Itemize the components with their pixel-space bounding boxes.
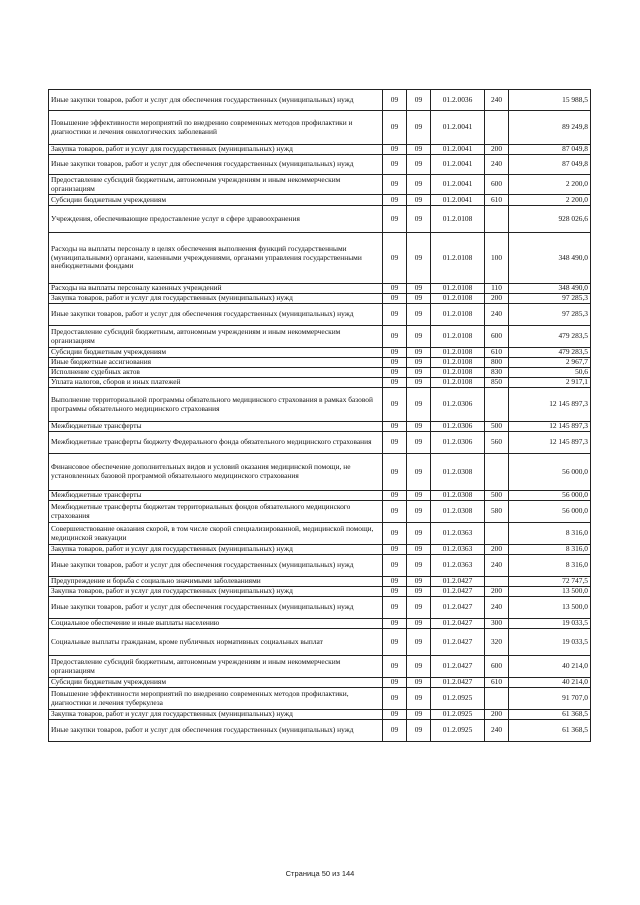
row-subsection-cell: 09 [407,454,431,491]
row-name-cell: Закупка товаров, работ и услуг для государственных (муниципальных) нужд [49,545,383,555]
row-name-cell: Совершенствование оказания скорой, в том числе скорой специализированной, медицинской помощи, медицинской эвакуации [49,523,383,545]
row-target-article-cell: 01.2.0925 [431,710,485,720]
row-subsection-cell: 09 [407,523,431,545]
row-subsection-cell: 09 [407,304,431,326]
row-section-cell: 09 [383,90,407,111]
row-name-cell: Социальное обеспечение и иные выплаты населению [49,619,383,629]
row-section-cell: 09 [383,388,407,422]
row-subsection-cell: 09 [407,195,431,206]
row-name-cell: Межбюджетные трансферты [49,422,383,432]
row-section-cell: 09 [383,577,407,587]
row-target-article-cell: 01.2.0108 [431,304,485,326]
row-section-cell: 09 [383,195,407,206]
row-subsection-cell: 09 [407,175,431,195]
row-section-cell: 09 [383,523,407,545]
row-name-cell: Субсидии бюджетным учреждениям [49,195,383,206]
row-amount-cell: 13 500,0 [509,597,591,619]
row-subsection-cell: 09 [407,155,431,175]
row-section-cell: 09 [383,545,407,555]
row-amount-cell: 2 917,1 [509,378,591,388]
table-row [49,388,591,422]
table-row [49,326,591,348]
row-target-article-cell: 01.2.0108 [431,233,485,284]
row-section-cell: 09 [383,720,407,742]
row-name-cell: Повышение эффективности мероприятий по внедрению современных методов профилактики, диагностики и лечения туберкулеза [49,688,383,710]
row-target-article-cell: 01.2.0041 [431,195,485,206]
row-amount-cell: 61 368,5 [509,720,591,742]
row-target-article-cell: 01.2.0427 [431,577,485,587]
table-row [49,175,591,195]
row-name-cell: Закупка товаров, работ и услуг для государственных (муниципальных) нужд [49,145,383,155]
table-row [49,491,591,501]
row-amount-cell: 12 145 897,3 [509,388,591,422]
table-row [49,284,591,294]
row-target-article-cell: 01.2.0308 [431,491,485,501]
row-amount-cell: 89 249,8 [509,111,591,145]
row-section-cell: 09 [383,678,407,688]
table-row [49,304,591,326]
table-row [49,432,591,454]
row-target-article-cell: 01.2.0036 [431,90,485,111]
row-expense-type-cell [485,206,509,233]
row-subsection-cell: 09 [407,358,431,368]
row-expense-type-cell [485,111,509,145]
row-section-cell: 09 [383,294,407,304]
table-row [49,358,591,368]
table-row [49,619,591,629]
row-target-article-cell: 01.2.0108 [431,368,485,378]
row-subsection-cell: 09 [407,348,431,358]
row-target-article-cell: 01.2.0041 [431,175,485,195]
table-row [49,577,591,587]
row-target-article-cell: 01.2.0108 [431,378,485,388]
table-row [49,656,591,678]
row-name-cell: Предупреждение и борьба с социально значимыми заболеваниями [49,577,383,587]
row-amount-cell: 15 988,5 [509,90,591,111]
row-subsection-cell: 09 [407,206,431,233]
row-subsection-cell: 09 [407,284,431,294]
table-row [49,688,591,710]
row-section-cell: 09 [383,710,407,720]
row-expense-type-cell: 200 [485,145,509,155]
row-target-article-cell: 01.2.0427 [431,597,485,619]
table-row [49,523,591,545]
row-expense-type-cell: 320 [485,629,509,656]
row-amount-cell: 91 707,0 [509,688,591,710]
row-subsection-cell: 09 [407,629,431,656]
row-subsection-cell: 09 [407,233,431,284]
row-target-article-cell: 01.2.0306 [431,432,485,454]
row-expense-type-cell: 240 [485,720,509,742]
row-target-article-cell: 01.2.0108 [431,326,485,348]
table-row [49,195,591,206]
row-target-article-cell: 01.2.0925 [431,688,485,710]
row-amount-cell: 8 316,0 [509,523,591,545]
row-amount-cell: 19 033,5 [509,629,591,656]
table-row [49,587,591,597]
row-subsection-cell: 09 [407,388,431,422]
row-subsection-cell: 09 [407,720,431,742]
table-row [49,422,591,432]
row-expense-type-cell: 610 [485,678,509,688]
row-target-article-cell: 01.2.0041 [431,111,485,145]
row-expense-type-cell: 200 [485,545,509,555]
row-subsection-cell: 09 [407,597,431,619]
row-amount-cell: 8 316,0 [509,545,591,555]
row-section-cell: 09 [383,619,407,629]
row-section-cell: 09 [383,111,407,145]
row-subsection-cell: 09 [407,678,431,688]
row-section-cell: 09 [383,233,407,284]
row-target-article-cell: 01.2.0427 [431,629,485,656]
row-section-cell: 09 [383,587,407,597]
table-row [49,145,591,155]
row-amount-cell: 2 967,7 [509,358,591,368]
row-expense-type-cell: 240 [485,555,509,577]
row-name-cell: Расходы на выплаты персоналу в целях обеспечения выполнения функций государственными (муниципальными) органами, казенными учреждениями, органами управления государственными внебюджетными фондами [49,233,383,284]
row-name-cell: Субсидии бюджетным учреждениям [49,348,383,358]
row-subsection-cell: 09 [407,710,431,720]
row-name-cell: Субсидии бюджетным учреждениям [49,678,383,688]
table-row [49,155,591,175]
row-section-cell: 09 [383,358,407,368]
row-subsection-cell: 09 [407,688,431,710]
row-target-article-cell: 01.2.0041 [431,145,485,155]
row-amount-cell: 2 200,0 [509,195,591,206]
row-section-cell: 09 [383,422,407,432]
row-amount-cell: 40 214,0 [509,678,591,688]
row-amount-cell: 50,6 [509,368,591,378]
row-amount-cell: 87 049,8 [509,145,591,155]
table-row [49,555,591,577]
row-subsection-cell: 09 [407,577,431,587]
row-name-cell: Расходы на выплаты персоналу казенных учреждений [49,284,383,294]
row-expense-type-cell: 100 [485,233,509,284]
row-subsection-cell: 09 [407,368,431,378]
row-name-cell: Иные бюджетные ассигнования [49,358,383,368]
row-name-cell: Иные закупки товаров, работ и услуг для обеспечения государственных (муниципальных) нужд [49,555,383,577]
row-expense-type-cell: 240 [485,155,509,175]
row-subsection-cell: 09 [407,501,431,523]
row-target-article-cell: 01.2.0308 [431,501,485,523]
table-row [49,597,591,619]
table-row [49,348,591,358]
row-expense-type-cell: 610 [485,348,509,358]
row-section-cell: 09 [383,378,407,388]
row-expense-type-cell: 240 [485,304,509,326]
row-subsection-cell: 09 [407,111,431,145]
row-target-article-cell: 01.2.0108 [431,284,485,294]
row-subsection-cell: 09 [407,422,431,432]
row-section-cell: 09 [383,175,407,195]
row-amount-cell: 19 033,5 [509,619,591,629]
row-amount-cell: 56 000,0 [509,491,591,501]
row-expense-type-cell: 240 [485,90,509,111]
budget-table [48,89,591,742]
row-name-cell: Закупка товаров, работ и услуг для государственных (муниципальных) нужд [49,587,383,597]
row-target-article-cell: 01.2.0041 [431,155,485,175]
row-amount-cell: 56 000,0 [509,501,591,523]
row-name-cell: Социальные выплаты гражданам, кроме публичных нормативных социальных выплат [49,629,383,656]
row-amount-cell: 97 285,3 [509,304,591,326]
row-amount-cell: 8 316,0 [509,555,591,577]
row-target-article-cell: 01.2.0363 [431,545,485,555]
table-row [49,710,591,720]
row-subsection-cell: 09 [407,491,431,501]
row-section-cell: 09 [383,206,407,233]
row-amount-cell: 12 145 897,3 [509,422,591,432]
row-target-article-cell: 01.2.0427 [431,619,485,629]
row-name-cell: Выполнение территориальной программы обязательного медицинского страхования в рамках базовой программы обязательного медицинского страхования [49,388,383,422]
row-name-cell: Финансовое обеспечение дополнительных видов и условий оказания медицинской помощи, не установленных базовой программой обязательного медицинского страхования [49,454,383,491]
row-target-article-cell: 01.2.0427 [431,678,485,688]
row-subsection-cell: 09 [407,326,431,348]
row-subsection-cell: 09 [407,378,431,388]
row-expense-type-cell: 240 [485,597,509,619]
row-amount-cell: 97 285,3 [509,294,591,304]
row-expense-type-cell: 200 [485,587,509,597]
row-name-cell: Предоставление субсидий бюджетным, автономным учреждениям и иным некоммерческим организациям [49,656,383,678]
row-amount-cell: 928 026,6 [509,206,591,233]
row-amount-cell: 348 490,0 [509,284,591,294]
table-row [49,501,591,523]
page-footer: Страница 50 из 144 [285,869,355,878]
row-name-cell: Исполнение судебных актов [49,368,383,378]
table-row [49,629,591,656]
row-amount-cell: 479 283,5 [509,348,591,358]
row-subsection-cell: 09 [407,145,431,155]
row-target-article-cell: 01.2.0108 [431,358,485,368]
row-section-cell: 09 [383,145,407,155]
row-amount-cell: 87 049,8 [509,155,591,175]
table-row [49,206,591,233]
row-expense-type-cell: 580 [485,501,509,523]
row-section-cell: 09 [383,656,407,678]
row-expense-type-cell: 850 [485,378,509,388]
row-target-article-cell: 01.2.0308 [431,454,485,491]
table-row [49,378,591,388]
row-name-cell: Закупка товаров, работ и услуг для государственных (муниципальных) нужд [49,710,383,720]
table-row [49,90,591,111]
row-subsection-cell: 09 [407,656,431,678]
row-expense-type-cell: 300 [485,619,509,629]
table-row [49,720,591,742]
row-name-cell: Учреждения, обеспечивающие предоставление услуг в сфере здравоохранения [49,206,383,233]
row-subsection-cell: 09 [407,432,431,454]
row-name-cell: Повышение эффективности мероприятий по внедрению современных методов профилактики и диагностики и лечения онкологических заболеваний [49,111,383,145]
row-section-cell: 09 [383,491,407,501]
row-expense-type-cell [485,388,509,422]
row-expense-type-cell: 500 [485,491,509,501]
budget-table-body [49,90,591,742]
row-amount-cell: 348 490,0 [509,233,591,284]
row-section-cell: 09 [383,155,407,175]
row-section-cell: 09 [383,597,407,619]
row-target-article-cell: 01.2.0925 [431,720,485,742]
row-target-article-cell: 01.2.0108 [431,348,485,358]
row-target-article-cell: 01.2.0306 [431,388,485,422]
row-subsection-cell: 09 [407,294,431,304]
row-amount-cell: 2 200,0 [509,175,591,195]
row-expense-type-cell: 600 [485,326,509,348]
row-target-article-cell: 01.2.0108 [431,206,485,233]
row-section-cell: 09 [383,432,407,454]
row-expense-type-cell: 600 [485,656,509,678]
row-name-cell: Иные закупки товаров, работ и услуг для обеспечения государственных (муниципальных) нужд [49,597,383,619]
row-target-article-cell: 01.2.0363 [431,523,485,545]
row-name-cell: Межбюджетные трансферты бюджетам территориальных фондов обязательного медицинского страхования [49,501,383,523]
row-subsection-cell: 09 [407,90,431,111]
row-amount-cell: 479 283,5 [509,326,591,348]
table-row [49,233,591,284]
row-section-cell: 09 [383,454,407,491]
row-expense-type-cell [485,688,509,710]
table-row [49,454,591,491]
row-expense-type-cell: 200 [485,294,509,304]
row-amount-cell: 72 747,5 [509,577,591,587]
row-name-cell: Иные закупки товаров, работ и услуг для обеспечения государственных (муниципальных) нужд [49,720,383,742]
row-name-cell: Закупка товаров, работ и услуг для государственных (муниципальных) нужд [49,294,383,304]
row-target-article-cell: 01.2.0427 [431,656,485,678]
row-section-cell: 09 [383,368,407,378]
row-name-cell: Межбюджетные трансферты [49,491,383,501]
row-expense-type-cell: 800 [485,358,509,368]
row-expense-type-cell [485,577,509,587]
row-target-article-cell: 01.2.0363 [431,555,485,577]
row-section-cell: 09 [383,501,407,523]
row-expense-type-cell: 110 [485,284,509,294]
row-name-cell: Предоставление субсидий бюджетным, автономным учреждениям и иным некоммерческим организациям [49,175,383,195]
row-name-cell: Иные закупки товаров, работ и услуг для обеспечения государственных (муниципальных) нужд [49,155,383,175]
row-expense-type-cell: 600 [485,175,509,195]
row-expense-type-cell: 200 [485,710,509,720]
row-subsection-cell: 09 [407,587,431,597]
row-name-cell: Межбюджетные трансферты бюджету Федерального фонда обязательного медицинского страхования [49,432,383,454]
row-amount-cell: 12 145 897,3 [509,432,591,454]
row-name-cell: Иные закупки товаров, работ и услуг для обеспечения государственных (муниципальных) нужд [49,90,383,111]
table-row [49,368,591,378]
row-amount-cell: 56 000,0 [509,454,591,491]
row-expense-type-cell: 830 [485,368,509,378]
row-section-cell: 09 [383,284,407,294]
row-section-cell: 09 [383,629,407,656]
table-row [49,111,591,145]
row-section-cell: 09 [383,555,407,577]
table-row [49,678,591,688]
row-expense-type-cell [485,454,509,491]
row-amount-cell: 13 500,0 [509,587,591,597]
row-name-cell: Предоставление субсидий бюджетным, автономным учреждениям и иным некоммерческим организациям [49,326,383,348]
table-row [49,545,591,555]
row-section-cell: 09 [383,348,407,358]
row-expense-type-cell: 610 [485,195,509,206]
row-target-article-cell: 01.2.0306 [431,422,485,432]
row-expense-type-cell: 500 [485,422,509,432]
row-subsection-cell: 09 [407,555,431,577]
table-row [49,294,591,304]
row-target-article-cell: 01.2.0427 [431,587,485,597]
row-amount-cell: 40 214,0 [509,656,591,678]
row-name-cell: Уплата налогов, сборов и иных платежей [49,378,383,388]
row-subsection-cell: 09 [407,619,431,629]
row-section-cell: 09 [383,304,407,326]
row-expense-type-cell: 560 [485,432,509,454]
row-name-cell: Иные закупки товаров, работ и услуг для обеспечения государственных (муниципальных) нужд [49,304,383,326]
row-amount-cell: 61 368,5 [509,710,591,720]
row-target-article-cell: 01.2.0108 [431,294,485,304]
row-section-cell: 09 [383,326,407,348]
row-section-cell: 09 [383,688,407,710]
row-expense-type-cell [485,523,509,545]
row-subsection-cell: 09 [407,545,431,555]
